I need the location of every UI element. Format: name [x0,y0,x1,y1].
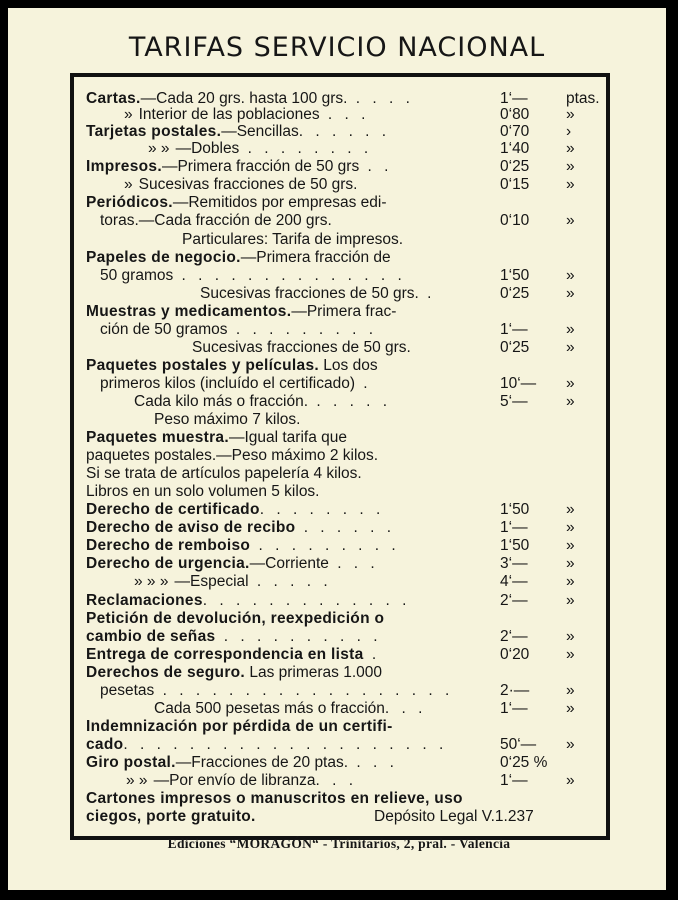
tariff-text: Interior de las poblaciones [138,106,320,123]
tariff-text: toras.—Cada fracción de 200 grs. [100,212,332,229]
tariff-unit: » [566,646,575,663]
leader-dots: . . . . . . . . . . . . . . [173,267,406,284]
tariff-heading: Paquetes postales y películas. [86,357,319,374]
tariff-description [86,194,387,212]
tariff-description [86,592,410,610]
tariff-row [86,573,594,591]
tariff-row [86,555,594,573]
tariff-row [86,537,594,555]
tariff-description [200,285,435,303]
tariff-row [86,357,594,375]
tariff-unit: » [566,682,575,699]
tariff-row [86,321,594,339]
tariff-heading: Impresos. [86,158,162,175]
tariff-row [86,231,594,249]
leader-dots: . . . . . [248,573,332,590]
tariff-text: —Igual tarifa que [228,429,347,446]
tariff-unit: » [566,176,575,193]
tariff-price: 0‘70 [500,123,530,140]
tariff-text: —Especial [174,573,249,590]
tariff-text: Las primeras 1.000 [245,664,383,681]
tariff-heading: Paquetes muestra. [86,429,229,446]
tariff-unit: » [566,375,575,392]
tariff-description [86,555,379,573]
tariff-unit: » [566,736,575,753]
tariff-unit: » [566,537,575,554]
tariff-price: 1‘— [500,519,528,536]
tariff-unit: » [566,140,575,157]
leader-dots: . . . . . [308,393,392,410]
leader-dots: . . . . . . . . [259,501,385,518]
tariff-description [86,123,390,141]
tariff-row [86,700,594,718]
tariff-row [86,808,594,826]
tariff-text: Cada kilo más o fracción. [134,393,309,410]
ditto-marks: » [124,106,133,123]
tariff-heading: ciegos, porte gratuito. [86,808,256,825]
publisher-text: Ediciones “MORAGÓN“ - Trinitarios, 2, pral. - Valencia [167,836,511,851]
tariff-description [86,519,395,537]
tariff-row [86,664,594,682]
leader-dots: . . . [315,772,358,789]
tariff-row [86,158,594,176]
tariff-text: —Dobles [175,140,240,157]
tariff-heading: Derecho de aviso de recibo [86,519,296,536]
tariff-unit: » [566,339,575,356]
tariff-price: 4‘— [500,573,528,590]
tariff-row [86,411,594,429]
tariff-description [100,267,406,285]
tariff-text: Sucesivas fracciones de 50 grs. [200,285,419,302]
tariff-text: —Cada 20 grs. hasta 100 grs. [140,90,348,107]
tariff-description [124,176,361,194]
tariff-text: —Corriente [249,555,329,572]
tariff-price: 0‘80 [500,106,530,123]
tariff-unit: » [566,106,575,123]
leader-dots: . . [359,158,393,175]
tariff-description [86,465,362,483]
leader-dots: . . . [319,106,370,123]
tariff-heading: cado [86,736,124,753]
tariff-description [134,573,332,591]
tariff-description [86,501,384,519]
tariff-text: Libros en un solo volumen 5 kilos. [86,483,320,500]
tariff-text: paquetes postales.—Peso máximo 2 kilos. [86,447,379,464]
tariff-description [86,628,382,646]
tariff-text: Cada 500 pesetas más o fracción [154,700,385,717]
tariff-description [86,754,398,772]
tariff-row [86,790,594,808]
tariff-heading: Periódicos. [86,194,173,211]
tariff-row [86,303,594,321]
tariff-unit: » [566,321,575,338]
tariff-description [86,447,378,465]
tariff-row [86,267,594,285]
tariff-row [86,754,594,772]
tariff-row [86,393,594,411]
tariff-price: 1‘— [500,772,528,789]
tariff-price: 2‘— [500,628,528,645]
tariff-description [86,429,347,447]
tariff-row [86,140,594,158]
tariff-text: Los dos [319,357,378,374]
tariff-row [86,106,594,124]
leader-dots: . . . . . . . . . [227,321,378,338]
tariff-description [100,212,332,230]
tariff-price: 0‘15 [500,176,530,193]
tariff-text: —Primera frac- [291,303,397,320]
tariff-row [86,682,594,700]
tariff-unit: » [566,573,575,590]
tariff-row [86,194,594,212]
tariff-price: 1‘— [500,90,528,107]
tariff-price: 1‘50 [500,537,530,554]
tariff-description [134,393,391,411]
tariff-heading: Muestras y medicamentos. [86,303,292,320]
tariff-unit: » [566,158,575,175]
tariff-description [86,357,378,375]
tariff-description [182,231,403,249]
tariff-heading: Tarjetas postales. [86,123,222,140]
tariff-price: 0‘25 [500,158,530,175]
tariff-text: —Por envío de libranza [153,772,316,789]
tariff-row [86,592,594,610]
ditto-marks: » » [126,772,148,789]
tariff-heading: Derecho de remboiso [86,537,251,554]
tariff-heading: Cartones impresos o manuscritos en relieve, uso [86,790,463,807]
tariff-description [86,303,396,321]
tariff-heading: Cartas. [86,90,141,107]
tariff-description [86,790,463,808]
tariff-row [86,447,594,465]
tariff-unit: ptas. [566,90,600,107]
tariff-heading: Papeles de negocio. [86,249,241,266]
tariff-row [86,772,594,790]
tariff-price: 0‘25 [500,339,530,356]
tariff-unit: » [566,267,575,284]
tariff-text: Sucesivas fracciones de 50 grs. [192,339,411,356]
tariff-row [86,285,594,303]
tariff-price: 0‘25 [500,285,530,302]
tariff-text: 50 gramos [100,267,174,284]
tariff-price: 2·— [500,682,530,699]
tariff-text: —Fracciones de 20 ptas. [175,754,349,771]
tariff-row [86,646,594,664]
tariff-heading: Derechos de seguro. [86,664,246,681]
leader-dots: . [354,375,372,392]
ditto-marks: » » [148,140,170,157]
tariff-description [192,339,411,357]
page-title: TARIFAS SERVICIO NACIONAL [128,32,546,63]
tariff-row [86,610,594,628]
tariff-text: —Remitidos por empresas edi- [172,194,387,211]
tariff-text: —Primera fracción de 50 grs [161,158,360,175]
tariff-price: 10‘— [500,375,537,392]
tariff-price: 1‘50 [500,501,530,518]
tariff-text: —Primera fracción de [240,249,391,266]
tariff-text: Particulares: Tarifa de impresos. [182,231,404,248]
tariff-price: 0‘10 [500,212,530,229]
tariff-heading: cambio de señas [86,628,216,645]
tariff-description [86,483,320,501]
tariff-heading: Derecho de urgencia. [86,555,250,572]
tariff-row [86,519,594,537]
tariff-unit: » [566,519,575,536]
tariff-description [86,646,380,664]
tariff-price: 1‘— [500,700,528,717]
tariff-description [124,106,369,124]
tariff-text: Peso máximo 7 kilos. [154,411,301,428]
leader-dots: . . . . . . [295,519,396,536]
tariff-price: 3‘— [500,555,528,572]
tariff-description [86,664,382,682]
tariff-row [86,429,594,447]
tariff-price: 5‘— [500,393,528,410]
tariff-heading: Indemnización por pérdida de un certifi- [86,718,393,735]
tariff-unit: » [566,628,575,645]
tariff-price: 2‘— [500,592,528,609]
tariff-row [86,123,594,141]
tariff-price: 1‘50 [500,267,530,284]
tariff-row [86,212,594,230]
tariff-row [86,736,594,754]
leader-dots: . [418,285,436,302]
tariff-description [86,808,256,826]
tariff-unit: » [566,501,575,518]
tariff-price: 1‘40 [500,140,530,157]
tariff-unit: » [566,592,575,609]
tariff-row [86,176,594,194]
tariff-text: ción de 50 gramos [100,321,228,338]
leader-dots: . . . [348,754,398,771]
leader-dots: . . . . . . . . . . [215,628,382,645]
tariff-description [86,610,384,628]
tariff-row [86,483,594,501]
tariff-text: primeros kilos (incluído el certificado) [100,375,355,392]
leader-dots: . . . [328,555,379,572]
tariff-text: pesetas [100,682,155,699]
leader-dots: . . . . . . . . . . . . . [202,592,411,609]
leader-dots: . [363,646,381,663]
tariff-description [126,772,357,790]
leader-dots: . . . . [347,90,414,107]
tariff-description [148,140,372,158]
leader-dots: . . . . . . . . [239,140,373,157]
leader-dots: . [353,176,362,193]
leader-dots: . . . [384,700,427,717]
tariff-row [86,465,594,483]
tariff-description [100,375,372,393]
tariff-row [86,249,594,267]
leader-dots: . . . . . . . . . [250,537,400,554]
tariff-description [86,158,392,176]
leader-dots: . . . . . . . . . . . . . . . . . . . . [123,736,448,753]
tariff-unit: » [566,772,575,789]
tariff-unit: » [566,700,575,717]
tariff-description [86,249,391,267]
tariff-row [86,339,594,357]
tariff-unit: » [566,555,575,572]
tariff-description [86,736,447,754]
tariff-unit: » [566,393,575,410]
tariff-heading: Petición de devolución, reexpedición o [86,610,385,627]
tariff-row [86,628,594,646]
tariff-unit: » [566,285,575,302]
ditto-marks: » » » [134,573,169,590]
tariff-heading: Reclamaciones [86,592,203,609]
tariff-heading: Giro postal. [86,754,176,771]
tariff-row [86,501,594,519]
tariff-description [100,682,453,700]
tariff-heading: Entrega de correspondencia en lista [86,646,364,663]
tariff-description [86,718,393,736]
publisher-footer [0,836,678,852]
tariff-row [86,375,594,393]
leader-dots: . . . . . . [298,123,391,140]
tariff-price: 50‘— [500,736,537,753]
tariff-text: Sucesivas fracciones de 50 grs [138,176,354,193]
leader-dots: . . . . . . . . . . . . . . . . . . [154,682,454,699]
tariff-price: 1‘— [500,321,528,338]
tariff-heading: Derecho de certificado [86,501,260,518]
ditto-marks: » [124,176,133,193]
tariff-unit: › [566,123,572,140]
legal-deposit: Depósito Legal V.1.237 [374,808,534,825]
tariff-price: 0‘25 % [500,754,548,771]
tariff-row [86,718,594,736]
tariff-description [100,321,377,339]
tariff-text: Si se trata de artículos papelería 4 kilos. [86,465,362,482]
tariff-description [154,700,426,718]
tariff-text: —Sencillas [221,123,299,140]
tariff-description [154,411,300,429]
tariff-price: 0‘20 [500,646,530,663]
tariff-unit: » [566,212,575,229]
tariff-description [86,537,400,555]
